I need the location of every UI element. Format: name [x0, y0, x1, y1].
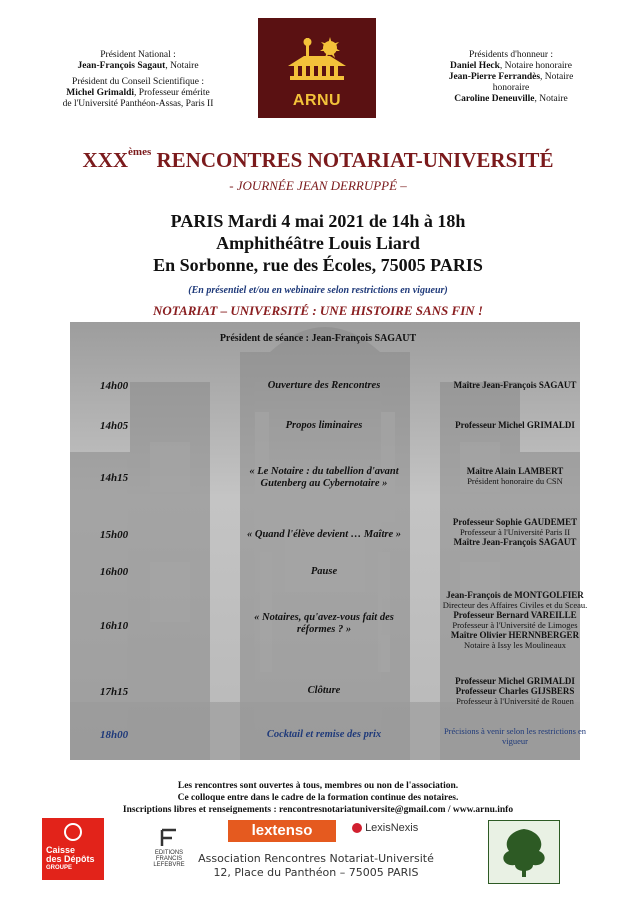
- schedule-topic: « Quand l'élève devient … Maître »: [247, 529, 401, 540]
- schedule-speakers: Précisions à venir selon les restrictions en vigueur: [443, 726, 587, 746]
- scientific-president-affiliation: de l'Université Panthéon-Assas, Paris II: [62, 99, 214, 109]
- schedule-speakers: Maître Jean-François SAGAUT: [453, 380, 577, 390]
- schedule-time: 16h00: [100, 566, 129, 578]
- schedule-time: 14h15: [100, 472, 129, 484]
- tree-logo: [488, 820, 560, 884]
- lextenso-logo: lextenso: [228, 820, 336, 842]
- scientific-president-role: Président du Conseil Scientifique :: [72, 77, 204, 87]
- schedule-topic: Cocktail et remise des prix: [266, 729, 382, 740]
- schedule-speakers: Jean-François de MONTGOLFIER Directeur des Affaires Civiles et du Sceau. Professeur Bernard VAREILLE Professeur à l'Université de Limoges Maître Olivier HERNNBERGER Notaire à Issy les Moulineaux: [442, 590, 588, 650]
- event-venue: Amphithéâtre Louis Liard: [216, 233, 420, 253]
- schedule-speakers: Maître Alain LAMBERT Président honoraire du CSN: [466, 466, 564, 486]
- header-left-block: [28, 50, 248, 110]
- schedule-time: 17h15: [100, 686, 129, 698]
- schedule-time: 14h05: [100, 420, 129, 432]
- header-right-block: [400, 50, 622, 105]
- event-title: XXXèmes RENCONTRES NOTARIAT-UNIVERSITÉ: [82, 146, 554, 172]
- schedule-speakers: Professeur Michel GRIMALDI: [455, 420, 575, 430]
- footer-line: Les rencontres sont ouvertes à tous, membres ou non de l'association.: [177, 781, 459, 791]
- footer-registration: Inscriptions libres et renseignements : rencontresnotariatuniversite@gmail.com / www.arnu.info: [122, 805, 514, 815]
- scientific-president: Michel Grimaldi, Professeur émérite: [66, 88, 210, 98]
- attendance-note: (En présentiel et/ou en webinaire selon restrictions en vigueur): [188, 285, 448, 296]
- association-address: Association Rencontres Notariat-Université 12, Place du Panthéon – 75005 PARIS: [198, 852, 434, 879]
- arnu-emblem-icon: [282, 36, 352, 92]
- honorary-president-2: Jean-Pierre Ferrandès, Notaire: [448, 72, 574, 82]
- tree-icon: [489, 821, 559, 883]
- schedule-time: 18h00: [100, 729, 129, 741]
- schedule-time: 16h10: [100, 620, 129, 632]
- schedule-topic: Ouverture des Rencontres: [267, 380, 381, 391]
- national-president-role: Président National :: [100, 50, 176, 60]
- schedule-time: 15h00: [100, 529, 129, 541]
- honorary-president-2-line2: honoraire: [492, 83, 530, 93]
- caisse-des-depots-logo: Caisse des Dépôts GROUPE: [42, 818, 104, 880]
- schedule-topic: Pause: [310, 566, 338, 577]
- event-date: PARIS Mardi 4 mai 2021 de 14h à 18h: [170, 211, 466, 231]
- national-president: Jean-François Sagaut, Notaire: [77, 61, 199, 71]
- logo-text: ARNU: [292, 92, 342, 109]
- honorary-president-3: Caroline Deneuville, Notaire: [454, 94, 568, 104]
- seal-icon: [63, 822, 83, 842]
- event-details: [0, 210, 636, 276]
- schedule-speakers: Professeur Michel GRIMALDI Professeur Charles GIJSBERS Professeur à l'Université de Rouen: [455, 676, 575, 706]
- event-subtitle: - JOURNÉE JEAN DERRUPPÉ –: [229, 178, 407, 193]
- honorary-presidents-role: Présidents d'honneur :: [468, 50, 554, 60]
- schedule-topic: « Notaires, qu'avez-vous fait des réformes ? »: [254, 612, 394, 635]
- honorary-president-1: Daniel Heck, Notaire honoraire: [450, 61, 572, 71]
- lexisnexis-logo: LexisNexis: [352, 822, 418, 834]
- event-theme: NOTARIAT – UNIVERSITÉ : UNE HISTOIRE SANS FIN !: [153, 303, 483, 318]
- schedule-speakers: Professeur Sophie GAUDEMET Professeur à l'Université Paris II Maître Jean-François SAGAUT: [452, 517, 578, 547]
- schedule-topic: Clôture: [307, 685, 341, 696]
- event-address: En Sorbonne, rue des Écoles, 75005 PARIS: [153, 255, 483, 275]
- schedule-time: 14h00: [100, 380, 129, 392]
- footer-line: Ce colloque entre dans le cadre de la formation continue des notaires.: [177, 793, 459, 803]
- schedule-topic: Propos liminaires: [285, 420, 363, 431]
- session-president: Président de séance : Jean-François SAGAUT: [219, 333, 417, 344]
- lexisnexis-dot-icon: [352, 823, 362, 833]
- footer-info: [0, 780, 636, 816]
- francis-lefebvre-logo: EDITIONS FRANCIS LEFEBVRE: [140, 828, 198, 868]
- arnu-logo: [258, 18, 376, 118]
- schedule-topic: « Le Notaire : du tabellion d'avant Gutenberg au Cybernotaire »: [249, 466, 399, 489]
- lefebvre-f-icon: [160, 828, 178, 848]
